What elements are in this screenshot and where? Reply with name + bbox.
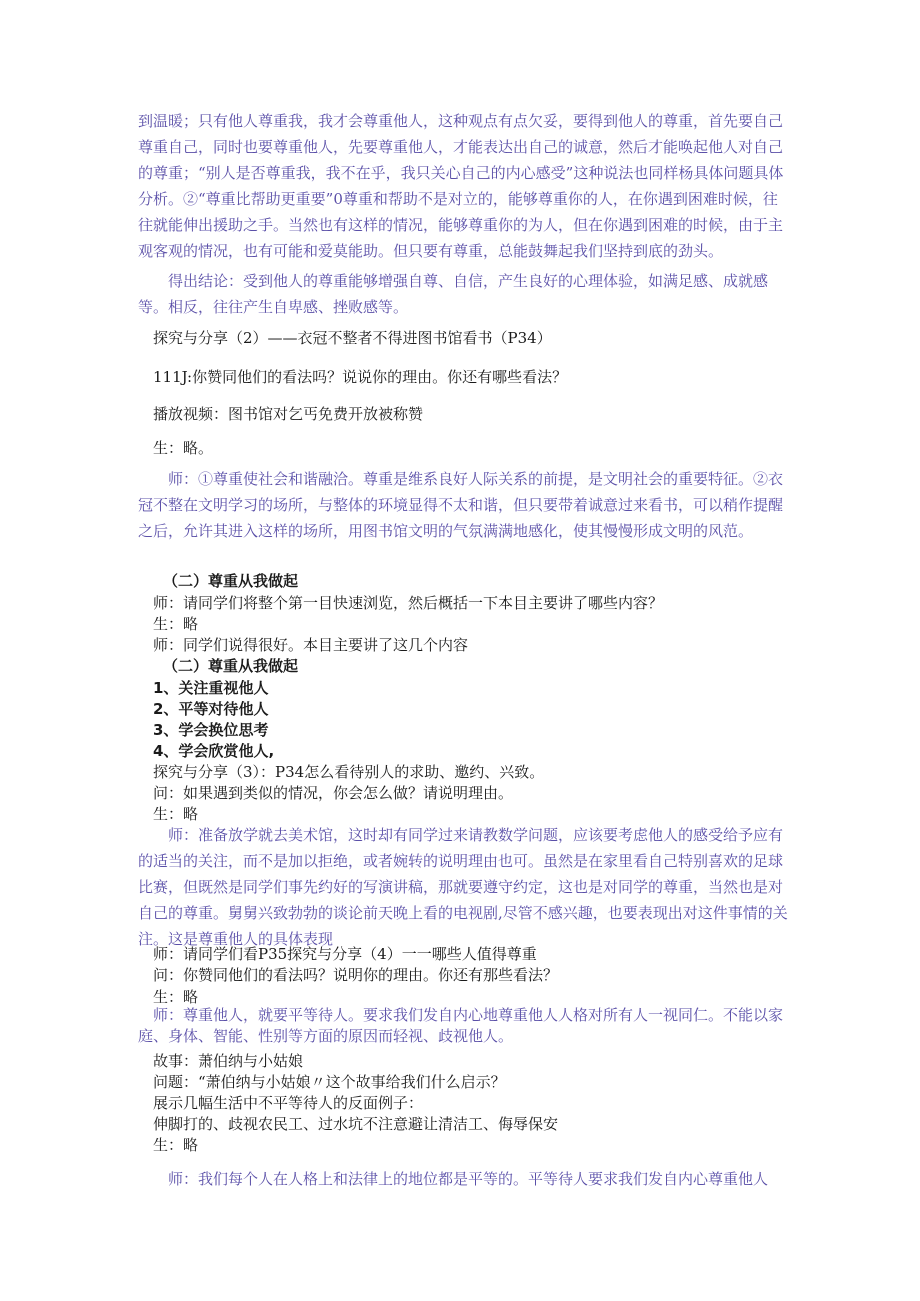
question-line: 问：你赞同他们的看法吗？说明你的理由。你还有那些看法？ bbox=[153, 966, 559, 984]
question-line: 111J:你赞同他们的看法吗？说说你的理由。你还有哪些看法？ bbox=[153, 368, 568, 386]
paragraph-teacher-equality: 师：尊重他人，就要平等待人。要求我们发自内心地尊重他人人格对所有人一视同仁。不能以家庭、身体、智能、性别等方面的原因而轻视、歧视他人。 bbox=[138, 1006, 784, 1045]
video-line: 播放视频：图书馆对乞丐免费开放被称赞 bbox=[153, 405, 424, 423]
question-line: 问题：“萧伯纳与小姑娘〃这个故事给我们什么启示？ bbox=[153, 1073, 506, 1091]
section-heading: （二）尊重从我做起 bbox=[163, 657, 299, 675]
student-reply: 生：略。 bbox=[153, 439, 214, 457]
paragraph-teacher-equal-status: 师：我们每个人在人格上和法律上的地位都是平等的。平等待人要求我们发自内心尊重他人 bbox=[168, 1170, 769, 1188]
explore-share-3-heading: 探究与分享（3）：P34怎么看待别人的求助、邀约、兴致。 bbox=[153, 763, 545, 781]
question-line: 问：如果遇到类似的情况，你会怎么做？请说明理由。 bbox=[153, 784, 514, 802]
list-item: 3、学会换位思考 bbox=[153, 721, 269, 739]
teacher-prompt: 师：请同学们将整个第一目快速浏览，然后概括一下本目主要讲了哪些内容？ bbox=[153, 594, 664, 612]
story-line: 故事：萧伯纳与小姑娘 bbox=[153, 1052, 304, 1070]
section-heading: （二）尊重从我做起 bbox=[163, 572, 299, 590]
examples-intro: 展示几幅生活中不平等待人的反面例子： bbox=[153, 1094, 424, 1112]
explore-share-2-heading: 探究与分享（2）——衣冠不整者不得进图书馆看书（P34） bbox=[153, 329, 552, 347]
list-item: 1、关注重视他人 bbox=[153, 679, 269, 697]
teacher-summary: 师：同学们说得很好。本目主要讲了这几个内容 bbox=[153, 636, 469, 654]
paragraph-teacher-care: 师：准备放学就去美术馆，这时却有同学过来请教数学问题，应该要考虑他人的感受给予应有的适当的关注，而不是加以拒绝，或者婉转的说明理由也可。虽然是在家里看自己特别喜欢的足球比赛，但既然是同学们事先约好的写演讲稿，那就要遵守约定，这也是对同学的尊重，当然也是对自己的尊重。舅舅兴致勃勃的谈论前天晚上看的电视剧,尽管不感兴趣，也要表现出对这件事情的关注。这是尊重他人的具体表现 bbox=[138, 826, 788, 948]
teacher-prompt: 师：请同学们看P35探究与分享（4）一一哪些人值得尊重 bbox=[153, 945, 537, 963]
examples-list: 伸脚打的、歧视农民工、过水坑不注意避让清洁工、侮辱保安 bbox=[153, 1115, 559, 1133]
list-item: 4、学会欣赏他人, bbox=[153, 742, 275, 760]
list-item: 2、平等对待他人 bbox=[153, 700, 269, 718]
paragraph-conclusion: 得出结论：受到他人的尊重能够增强自尊、自信，产生良好的心理体验，如满足感、成就感等。相反，往往产生自卑感、挫败感等。 bbox=[138, 272, 769, 316]
student-reply: 生：略 bbox=[153, 805, 199, 823]
student-reply: 生：略 bbox=[153, 1136, 199, 1154]
paragraph-teacher-library: 师：①尊重使社会和谐融洽。尊重是维系良好人际关系的前提，是文明社会的重要特征。②衣冠不整在文明学习的场所，与整体的环境显得不太和谐，但只要带着诚意过来看书，可以稍作提醒之后，允许其进入这样的场所，用图书馆文明的气氛满满地感化，使其慢慢形成文明的风范。 bbox=[138, 470, 784, 540]
paragraph-respect-mutual: 到温暖；只有他人尊重我，我才会尊重他人，这种观点有点欠妥，要得到他人的尊重，首先要自己尊重自己，同时也要尊重他人，先要尊重他人，才能表达出自己的诚意，然后才能唤起他人对自己的尊重；“别人是否尊重我，我不在乎，我只关心自己的内心感受”这种说法也同样杨具体问题具体分析。②“尊重比帮助更重要”0尊重和帮助不是对立的，能够尊重你的人，在你遇到困难时候，往往就能伸出援助之手。当然也有这样的情况，能够尊重你的为人，但在你遇到困难的时候，由于主观客观的情况，也有可能和爱莫能助。但只要有尊重，总能鼓舞起我们坚持到底的劲头。 bbox=[138, 112, 784, 260]
student-reply: 生：略 bbox=[153, 615, 199, 633]
student-reply: 生：略 bbox=[153, 988, 199, 1006]
